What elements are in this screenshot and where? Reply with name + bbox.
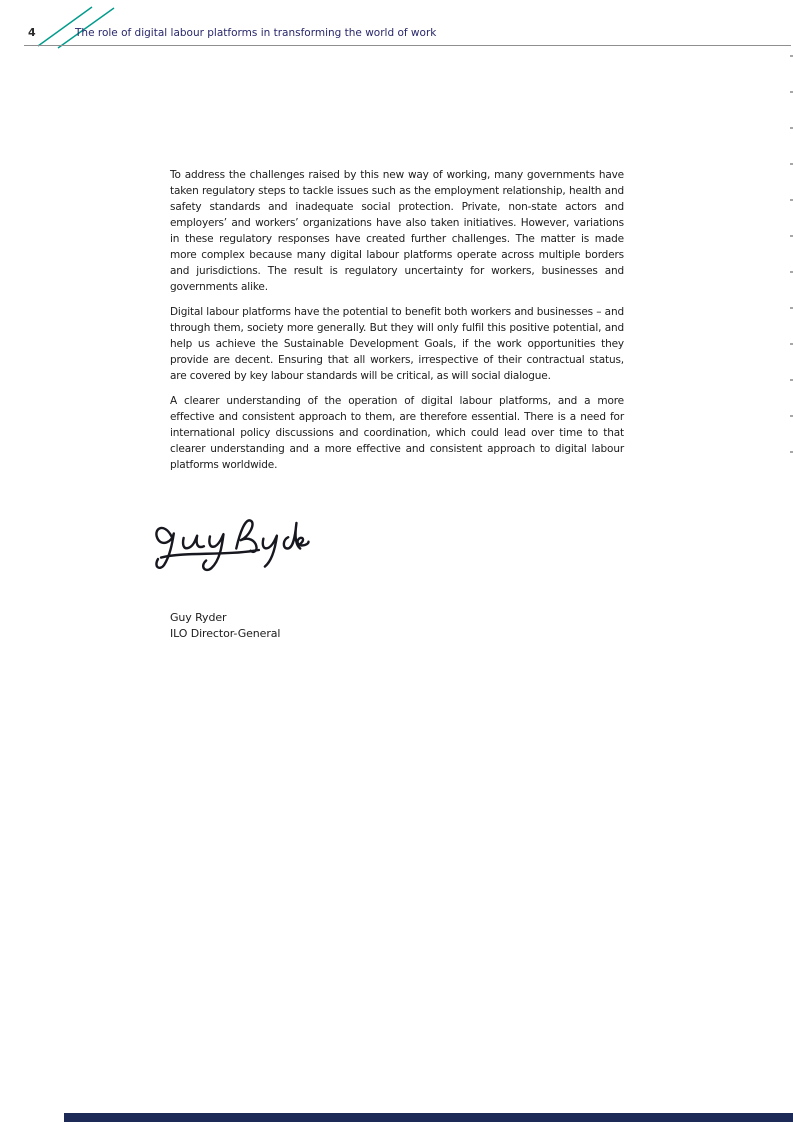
running-header-title: The role of digital labour platforms in transforming the world of work xyxy=(75,27,437,39)
header-rule xyxy=(24,45,791,46)
footer-bar xyxy=(64,1113,793,1122)
paragraph-2: Digital labour platforms have the potential to benefit both workers and businesses – and through them, society more generally. But they will only fulfil this positive potential, and help us achieve the Sustainable Development Goals, if the work opportunities they provide are decent. Ensuring that all workers, irrespective of their contractual status, are covered by key labour standards will be critical, as will social dialogue. xyxy=(170,306,624,382)
signer-title: ILO Director-General xyxy=(170,626,281,640)
signature-image xyxy=(152,502,310,602)
signer-name: Guy Ryder xyxy=(170,611,227,624)
page-number: 4 xyxy=(28,26,36,39)
paragraph-3: A clearer understanding of the operation of digital labour platforms, and a more effective and consistent approach to them, are therefore essential. There is a need for international policy discussions and coordination, which could lead over time to that clearer understanding and a more effective and consistent approach to digital labour platforms worldwide. xyxy=(170,395,624,471)
signature-icon xyxy=(152,502,310,598)
letter-body xyxy=(170,167,624,482)
paragraph-1: To address the challenges raised by this new way of working, many governments have taken regulatory steps to tackle issues such as the employment relationship, health and safety standards and inadequate social protection. Private, non-state actors and employers’ and workers’ organizations have also taken initiatives. However, variations in these regulatory responses have created further challenges. The matter is made more complex because many digital labour platforms operate across multiple borders and jurisdictions. The result is regulatory uncertainty for workers, businesses and governments alike. xyxy=(170,169,624,293)
signer-block xyxy=(170,610,280,641)
diagonal-accent-lines-icon xyxy=(34,3,118,49)
